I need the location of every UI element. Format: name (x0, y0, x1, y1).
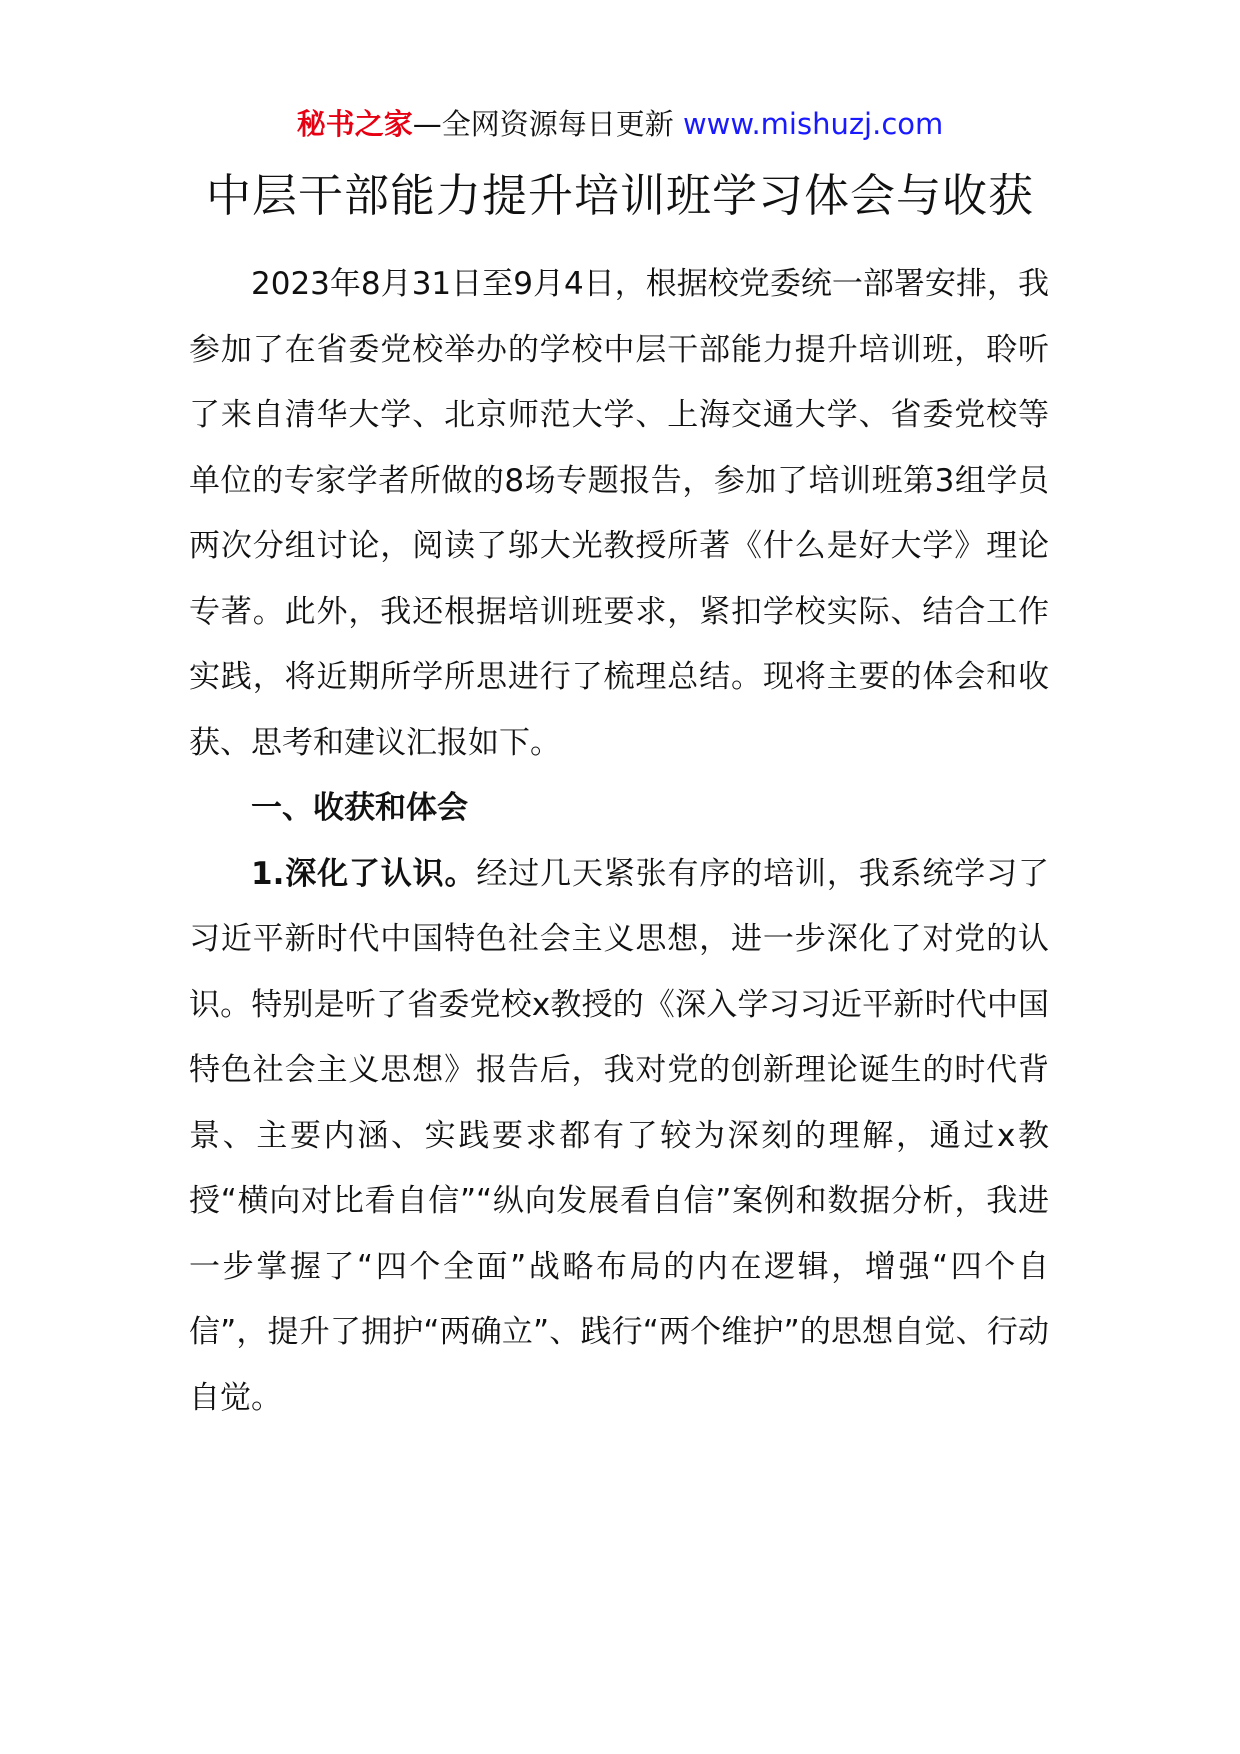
brand-name: 秘书之家 (296, 107, 413, 141)
intro-paragraph: 2023年8月31日至9月4日，根据校党委统一部署安排，我参加了在省委党校举办的学校中层干部能力提升培训班，聆听了来自清华大学、北京师范大学、上海交通大学、省委党校等单位的专家学者所做的8场专题报告，参加了培训班第3组学员两次分组讨论，阅读了邬大光教授所著《什么是好大学》理论专著。此外，我还根据培训班要求，紧扣学校实际、结合工作实践，将近期所学所思进行了梳理总结。现将主要的体会和收获、思考和建议汇报如下。 (189, 266, 1049, 761)
site-header (0, 104, 1240, 144)
point-paragraph (189, 842, 1049, 1432)
document-body (189, 252, 1049, 1431)
site-tagline: —全网资源每日更新 (412, 107, 674, 141)
site-url-link[interactable]: www.mishuzj.com (682, 107, 944, 141)
point-lead: 1.深化了认识。 (251, 855, 477, 892)
document-title: 中层干部能力提升培训班学习体会与收获 (205, 169, 1034, 222)
section-heading: 一、收获和体会 (251, 790, 468, 826)
point-text: 经过几天紧张有序的培训，我系统学习了习近平新时代中国特色社会主义思想，进一步深化了对党的认识。特别是听了省委党校x教授的《深入学习习近平新时代中国特色社会主义思想》报告后，我对党的创新理论诞生的时代背景、主要内涵、实践要求都有了较为深刻的理解，通过x教授“横向对比看自信”“纵向发展看自信”案例和数据分析，我进一步掌握了“四个全面”战略布局的内在逻辑，增强“四个自信”，提升了拥护“两确立”、践行“两个维护”的思想自觉、行动自觉。 (189, 855, 1049, 1416)
